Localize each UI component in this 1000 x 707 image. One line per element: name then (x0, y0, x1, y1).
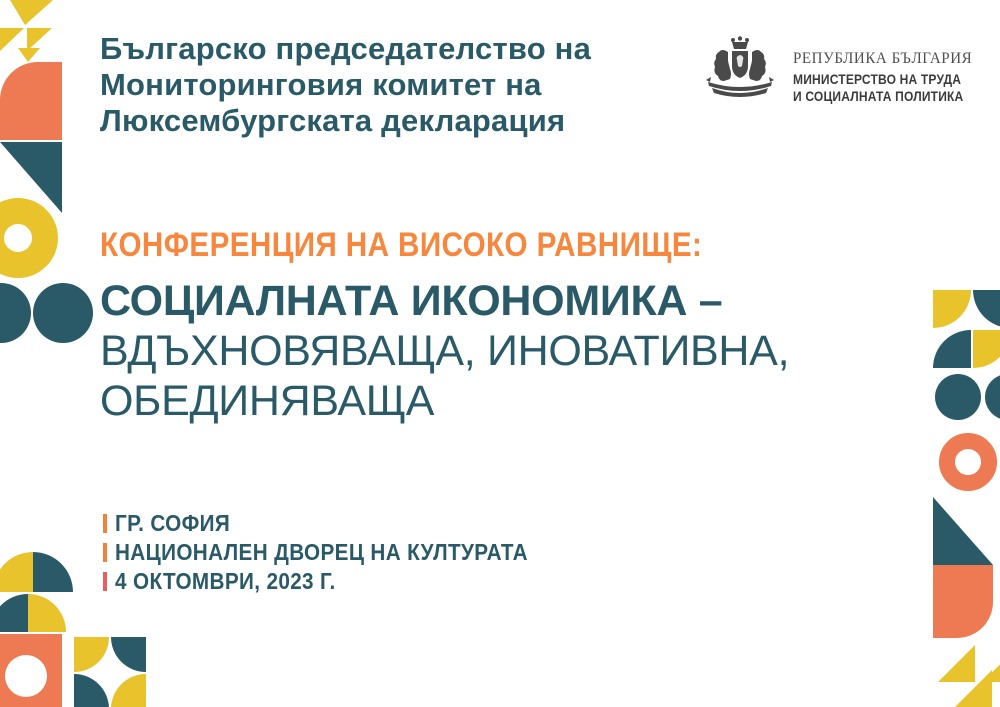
twin-circles-teal-right (935, 374, 1000, 420)
presidency-line-1: Българско председателство на (100, 31, 592, 66)
corner-triangles-bottom-right (938, 645, 1000, 707)
square-with-hole-coral (0, 634, 62, 707)
rounded-square-coral (0, 62, 62, 140)
event-title-line-1: СОЦИАЛНАТА ИКОНОМИКА – (100, 277, 723, 325)
petal-pinwheel-bottom-left (74, 637, 146, 707)
detail-row-venue (103, 539, 574, 565)
event-title-line-2: ВДЪХНОВЯВАЩА, ИНОВАТИВНА, (100, 327, 790, 375)
ring-coral (947, 441, 989, 483)
presidency-title (100, 31, 591, 139)
detail-row-date (103, 568, 574, 594)
right-geometric-decoration (880, 0, 1000, 707)
event-details (103, 510, 574, 600)
detail-marker (103, 572, 107, 591)
twin-circles-teal (0, 283, 93, 343)
petal-pinwheel-right (933, 290, 1000, 368)
event-kicker: КОНФЕРЕНЦИЯ НА ВИСОКО РАВНИЩЕ: (100, 226, 703, 264)
rounded-square-coral-right (933, 565, 993, 638)
coat-of-arms-icon (700, 36, 780, 104)
detail-row-city (103, 510, 574, 536)
ministry-name-line-1: МИНИСТЕРСТВО НА ТРУДА (793, 71, 962, 87)
presidency-line-2: Мониторинговия комитет на (100, 67, 542, 102)
event-title (100, 276, 789, 426)
event-title-line-3: ОБЕДИНЯВАЩА (100, 377, 435, 425)
triangle-teal (0, 142, 62, 213)
detail-venue-label: НАЦИОНАЛЕН ДВОРЕЦ НА КУЛТУРАТА (115, 539, 528, 565)
triangle-teal-right (933, 497, 993, 565)
detail-marker (103, 514, 107, 533)
detail-date-label: 4 ОКТОМВРИ, 2023 Г. (115, 568, 336, 594)
detail-marker (103, 543, 107, 562)
ministry-name-line-2: И СОЦИАЛНАТА ПОЛИТИКА (793, 88, 964, 104)
detail-city-label: ГР. СОФИЯ (115, 510, 231, 536)
corner-triangles-top-left (0, 0, 53, 62)
ring-yellow (0, 211, 45, 265)
half-circle-row-1 (0, 552, 73, 592)
presidency-line-3: Люксембургската декларация (100, 103, 566, 138)
republic-of-bulgaria-label: РЕПУБЛИКА БЪЛГАРИЯ (793, 50, 973, 67)
half-circle-row-2 (0, 594, 66, 632)
